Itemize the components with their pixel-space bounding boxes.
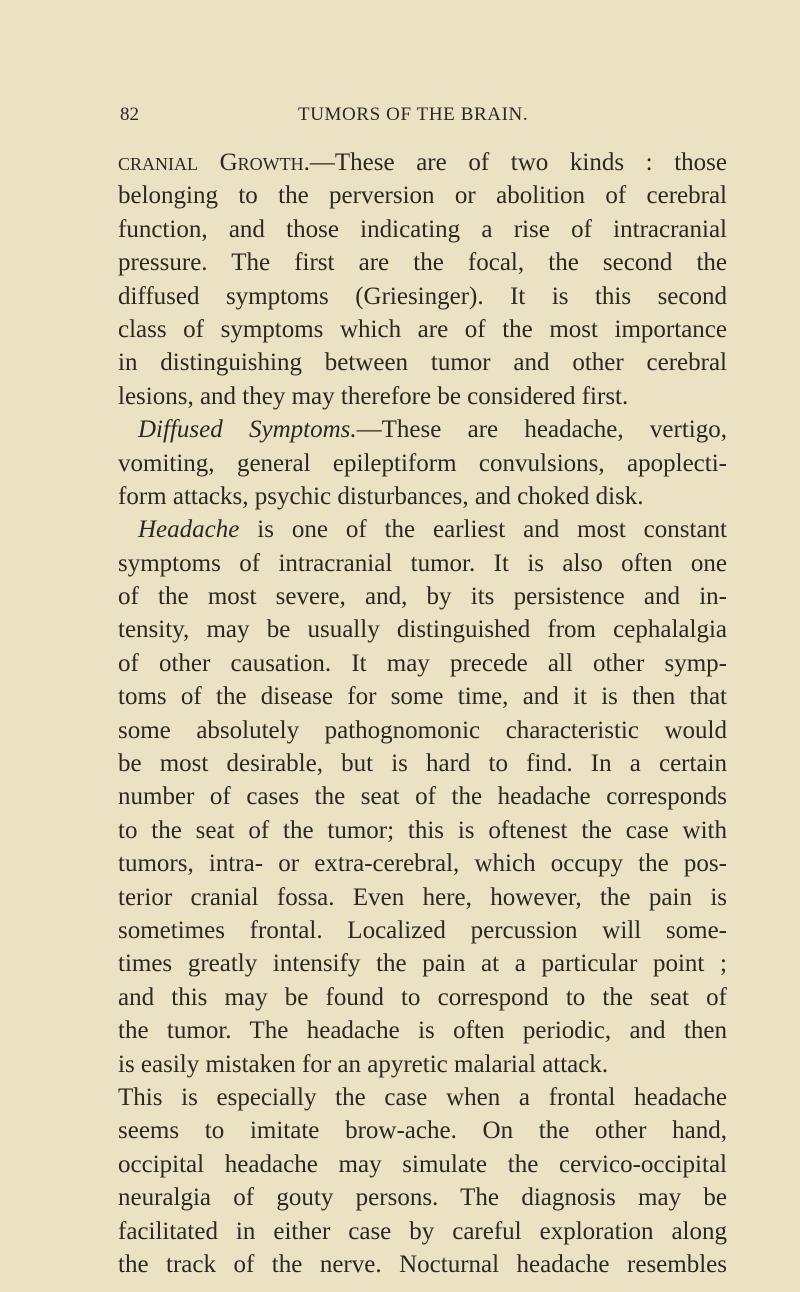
text-line — [118, 179, 727, 212]
text-segment: the tumor. The headache is often periodic, and then — [118, 1017, 727, 1045]
text-segment: and this may be found to correspond to the seat of — [118, 983, 727, 1011]
text-line — [118, 747, 727, 780]
text-line — [118, 213, 727, 246]
text-line — [118, 1181, 727, 1214]
text-segment: to the seat of the tumor; this is oftenest the case with — [118, 816, 727, 844]
text-line — [118, 313, 727, 346]
italic-heading: Headache — [138, 516, 240, 544]
text-line — [118, 814, 727, 847]
text-segment: class of symptoms which are of the most importance — [118, 315, 727, 343]
text-line — [118, 513, 727, 546]
text-line — [118, 280, 727, 313]
text-line — [118, 1014, 727, 1047]
text-segment: —These are headache, vertigo, — [356, 416, 727, 444]
text-line — [118, 480, 727, 513]
text-segment: some absolutely pathognomonic characteristic would — [118, 716, 727, 744]
small-caps-heading: cranial Growth. — [118, 149, 310, 176]
text-line — [118, 881, 727, 914]
italic-heading: Diffused Symptoms. — [138, 416, 357, 444]
body-text — [118, 146, 727, 1281]
text-segment: lesions, and they may therefore be considered first. — [118, 382, 629, 410]
text-line — [118, 1081, 727, 1114]
text-line — [118, 447, 727, 480]
running-title: TUMORS OF THE BRAIN. — [298, 104, 529, 125]
text-segment: vomiting, general epileptiform convulsions, apoplecti- — [118, 449, 727, 477]
text-segment: function, and those indicating a rise of intracranial — [118, 215, 727, 243]
text-line — [118, 714, 727, 747]
text-segment: This is especially the case when a frontal headache — [118, 1083, 727, 1111]
text-segment: sometimes frontal. Localized percussion will some- — [118, 916, 727, 944]
text-line — [118, 1148, 727, 1181]
text-line — [118, 914, 727, 947]
text-segment: toms of the disease for some time, and it is then that — [118, 683, 727, 711]
text-segment: —These are of two kinds : those — [309, 149, 727, 176]
text-segment: tumors, intra- or extra-cerebral, which occupy the pos- — [118, 850, 727, 878]
page-number: 82 — [120, 104, 139, 125]
text-line — [118, 346, 727, 379]
text-line — [118, 1215, 727, 1248]
text-segment: seems to imitate brow-ache. On the other hand, — [118, 1117, 727, 1145]
text-segment: belonging to the perversion or abolition of cerebral — [118, 182, 727, 210]
text-segment: tensity, may be usually distinguished from cephalalgia — [118, 616, 727, 644]
text-line — [118, 1048, 727, 1081]
text-segment: form attacks, psychic disturbances, and choked disk. — [118, 482, 644, 510]
text-line — [118, 680, 727, 713]
text-segment: terior cranial fossa. Even here, however, the pain is — [118, 883, 727, 911]
text-segment: pressure. The first are the focal, the second the — [118, 249, 727, 277]
text-segment: be most desirable, but is hard to find. In a certain — [118, 750, 727, 778]
text-line — [118, 246, 727, 279]
text-line — [118, 413, 727, 446]
text-line — [118, 647, 727, 680]
text-segment: symptoms of intracranial tumor. It is also often one — [118, 549, 727, 577]
text-segment: is easily mistaken for an apyretic malarial attack. — [118, 1050, 609, 1078]
text-segment: neuralgia of gouty persons. The diagnosis may be — [118, 1184, 727, 1212]
text-line — [118, 947, 727, 980]
text-line — [118, 380, 727, 413]
text-segment: of other causation. It may precede all other symp- — [118, 649, 727, 677]
text-line — [118, 613, 727, 646]
text-line — [118, 1114, 727, 1147]
text-segment: number of cases the seat of the headache corresponds — [118, 783, 727, 811]
text-line — [118, 981, 727, 1014]
text-line — [118, 146, 727, 179]
text-segment: is one of the earliest and most constant — [239, 516, 727, 544]
text-line — [118, 847, 727, 880]
text-segment: in distinguishing between tumor and other cerebral — [118, 349, 727, 377]
text-segment: occipital headache may simulate the cervico-occipital — [118, 1150, 727, 1178]
text-segment: of the most severe, and, by its persistence and in- — [118, 583, 727, 611]
text-line — [118, 547, 727, 580]
text-segment: facilitated in either case by careful exploration along — [118, 1217, 727, 1245]
text-segment: times greatly intensify the pain at a particular point ; — [118, 950, 727, 978]
text-line — [118, 1248, 727, 1281]
text-segment: diffused symptoms (Griesinger). It is this second — [118, 282, 727, 310]
text-line — [118, 580, 727, 613]
running-header — [118, 104, 727, 130]
text-segment: the track of the nerve. Nocturnal headache resembles — [118, 1250, 727, 1278]
text-line — [118, 780, 727, 813]
